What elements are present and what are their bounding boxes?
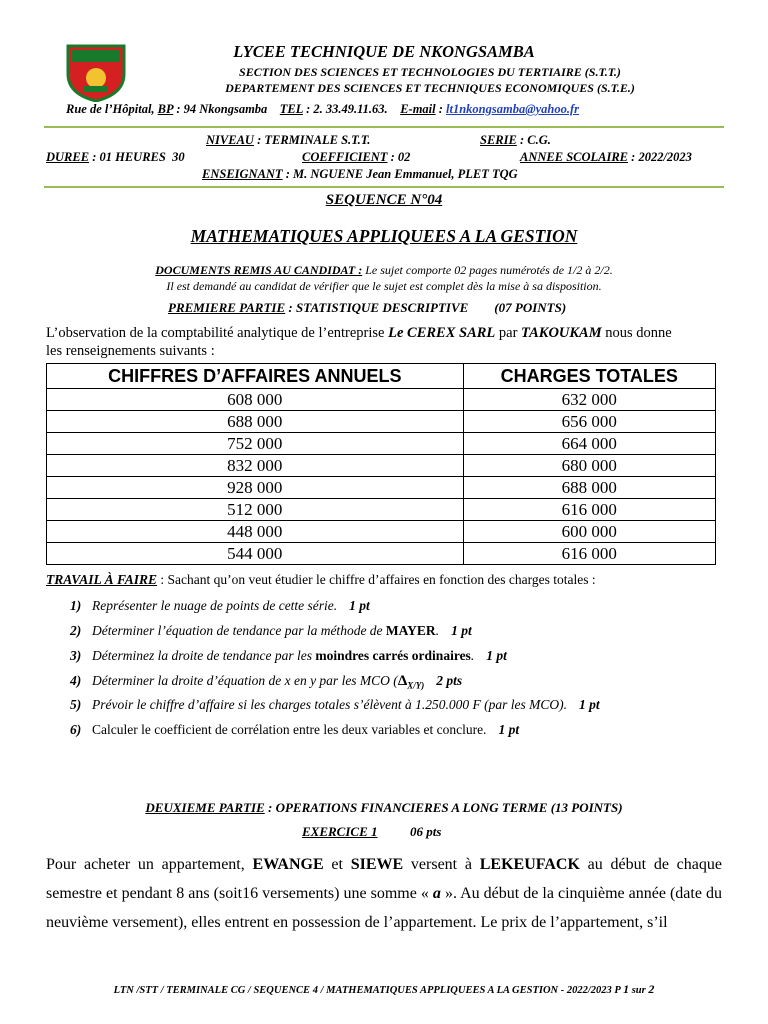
exercise1-heading: EXERCICE 1 06 pts: [302, 824, 442, 839]
part1-heading: PREMIERE PARTIE : STATISTIQUE DESCRIPTIVE (07 POINTS): [168, 300, 567, 315]
department-name: DEPARTEMENT DES SCIENCES ET TECHNIQUES ECONOMIQUES (S.T.E.): [225, 81, 635, 95]
table-row: [47, 433, 716, 455]
charges-cell: 616 000: [463, 499, 715, 521]
charges-cell: 656 000: [463, 411, 715, 433]
duree: DUREE : 01 HEURES 30: [46, 150, 185, 164]
ca-cell: 512 000: [47, 499, 464, 521]
info-divider: [44, 186, 724, 188]
enseignant: ENSEIGNANT : M. NGUENE Jean Emmanuel, PLET TQG: [202, 167, 518, 181]
part2-heading: DEUXIEME PARTIE : OPERATIONS FINANCIERES A LONG TERME (13 POINTS): [145, 800, 623, 815]
task-item: 2) Déterminer l’équation de tendance par la méthode de MAYER. 1 pt: [70, 623, 472, 638]
charges-cell: 616 000: [463, 543, 715, 565]
page-footer: LTN /STT / TERMINALE CG / SEQUENCE 4 / MATHEMATIQUES APPLIQUEES A LA GESTION - 2022/2023 P 1 sur 2: [113, 982, 655, 996]
ca-cell: 832 000: [47, 455, 464, 477]
table-row: [47, 411, 716, 433]
annee-scolaire: ANNEE SCOLAIRE : 2022/2023: [520, 150, 692, 164]
data-table: [46, 363, 716, 565]
coefficient: COEFFICIENT : 02: [302, 150, 411, 164]
serie: SERIE : C.G.: [480, 133, 551, 147]
table-row: [47, 455, 716, 477]
task-item: 3) Déterminez la droite de tendance par les moindres carrés ordinaires. 1 pt: [70, 648, 507, 663]
task-item: 1) Représenter le nuage de points de cette série. 1 pt: [70, 598, 370, 613]
school-name: LYCEE TECHNIQUE DE NKONGSAMBA: [233, 42, 535, 61]
charges-cell: 688 000: [463, 477, 715, 499]
column-header-ca: CHIFFRES D’AFFAIRES ANNUELS: [47, 364, 464, 389]
documents-line: DOCUMENTS REMIS AU CANDIDAT : Le sujet comporte 02 pages numérotés de 1/2 à 2/2.: [155, 263, 613, 277]
ca-cell: 544 000: [47, 543, 464, 565]
table-row: [47, 477, 716, 499]
exam-title: MATHEMATIQUES APPLIQUEES A LA GESTION: [190, 226, 578, 246]
sequence-number: SEQUENCE N°04: [325, 192, 443, 208]
niveau: NIVEAU : TERMINALE S.T.T.: [206, 133, 371, 147]
ca-cell: 928 000: [47, 477, 464, 499]
header-divider: [44, 126, 724, 128]
table-row: [47, 543, 716, 565]
charges-cell: 680 000: [463, 455, 715, 477]
charges-cell: 600 000: [463, 521, 715, 543]
documents-note: Il est demandé au candidat de vérifier que le sujet est complet dès la mise à sa disposition.: [166, 279, 602, 293]
address-line: Rue de l’Hôpital, BP : 94 Nkongsamba TEL : 2. 33.49.11.63. E-mail : lt1nkongsamba@yahoo.fr: [66, 102, 580, 116]
charges-cell: 664 000: [463, 433, 715, 455]
task-item: 4) Déterminer la droite d’équation de x en y par les MCO ($\Delta_{X/Y)}$ 2 pts: [70, 673, 463, 691]
part1-intro: L’observation de la comptabilité analytique de l’entreprise Le CEREX SARL par TAKOUKAM nous donne les renseignements suivants :: [46, 325, 672, 359]
ca-cell: 752 000: [47, 433, 464, 455]
travail-a-faire: TRAVAIL À FAIRE : Sachant qu’on veut étudier le chiffre d’affaires en fonction des charges totales :: [46, 572, 596, 587]
charges-cell: 632 000: [463, 389, 715, 411]
ca-cell: 448 000: [47, 521, 464, 543]
task-item: 6) Calculer le coefficient de corrélation entre les deux variables et conclure. 1 pt: [70, 722, 520, 737]
table-row: [47, 499, 716, 521]
ca-cell: 608 000: [47, 389, 464, 411]
table-row: [47, 389, 716, 411]
column-header-charges: CHARGES TOTALES: [463, 364, 715, 389]
ca-cell: 688 000: [47, 411, 464, 433]
table-row: [47, 521, 716, 543]
table-header-row: [47, 364, 716, 389]
task-item: 5) Prévoir le chiffre d’affaire si les charges totales s’élèvent à 1.250.000 F (par les MCO). 1 pt: [70, 697, 600, 712]
exercise1-text: Pour acheter un appartement, EWANGE et SIEWE versent à LEKEUFACK au début de chaque semestre et pendant 8 ans (soit16 versements) une somme « a ». Au début de la cinquième année (date du neuvième versement), elles entrent en possession de l’appartement. Le prix de l’appartement, s’il: [46, 856, 722, 931]
section-name: SECTION DES SCIENCES ET TECHNOLOGIES DU TERTIAIRE (S.T.T.): [239, 65, 621, 79]
email-link[interactable]: lt1nkongsamba@yahoo.fr: [446, 102, 580, 116]
